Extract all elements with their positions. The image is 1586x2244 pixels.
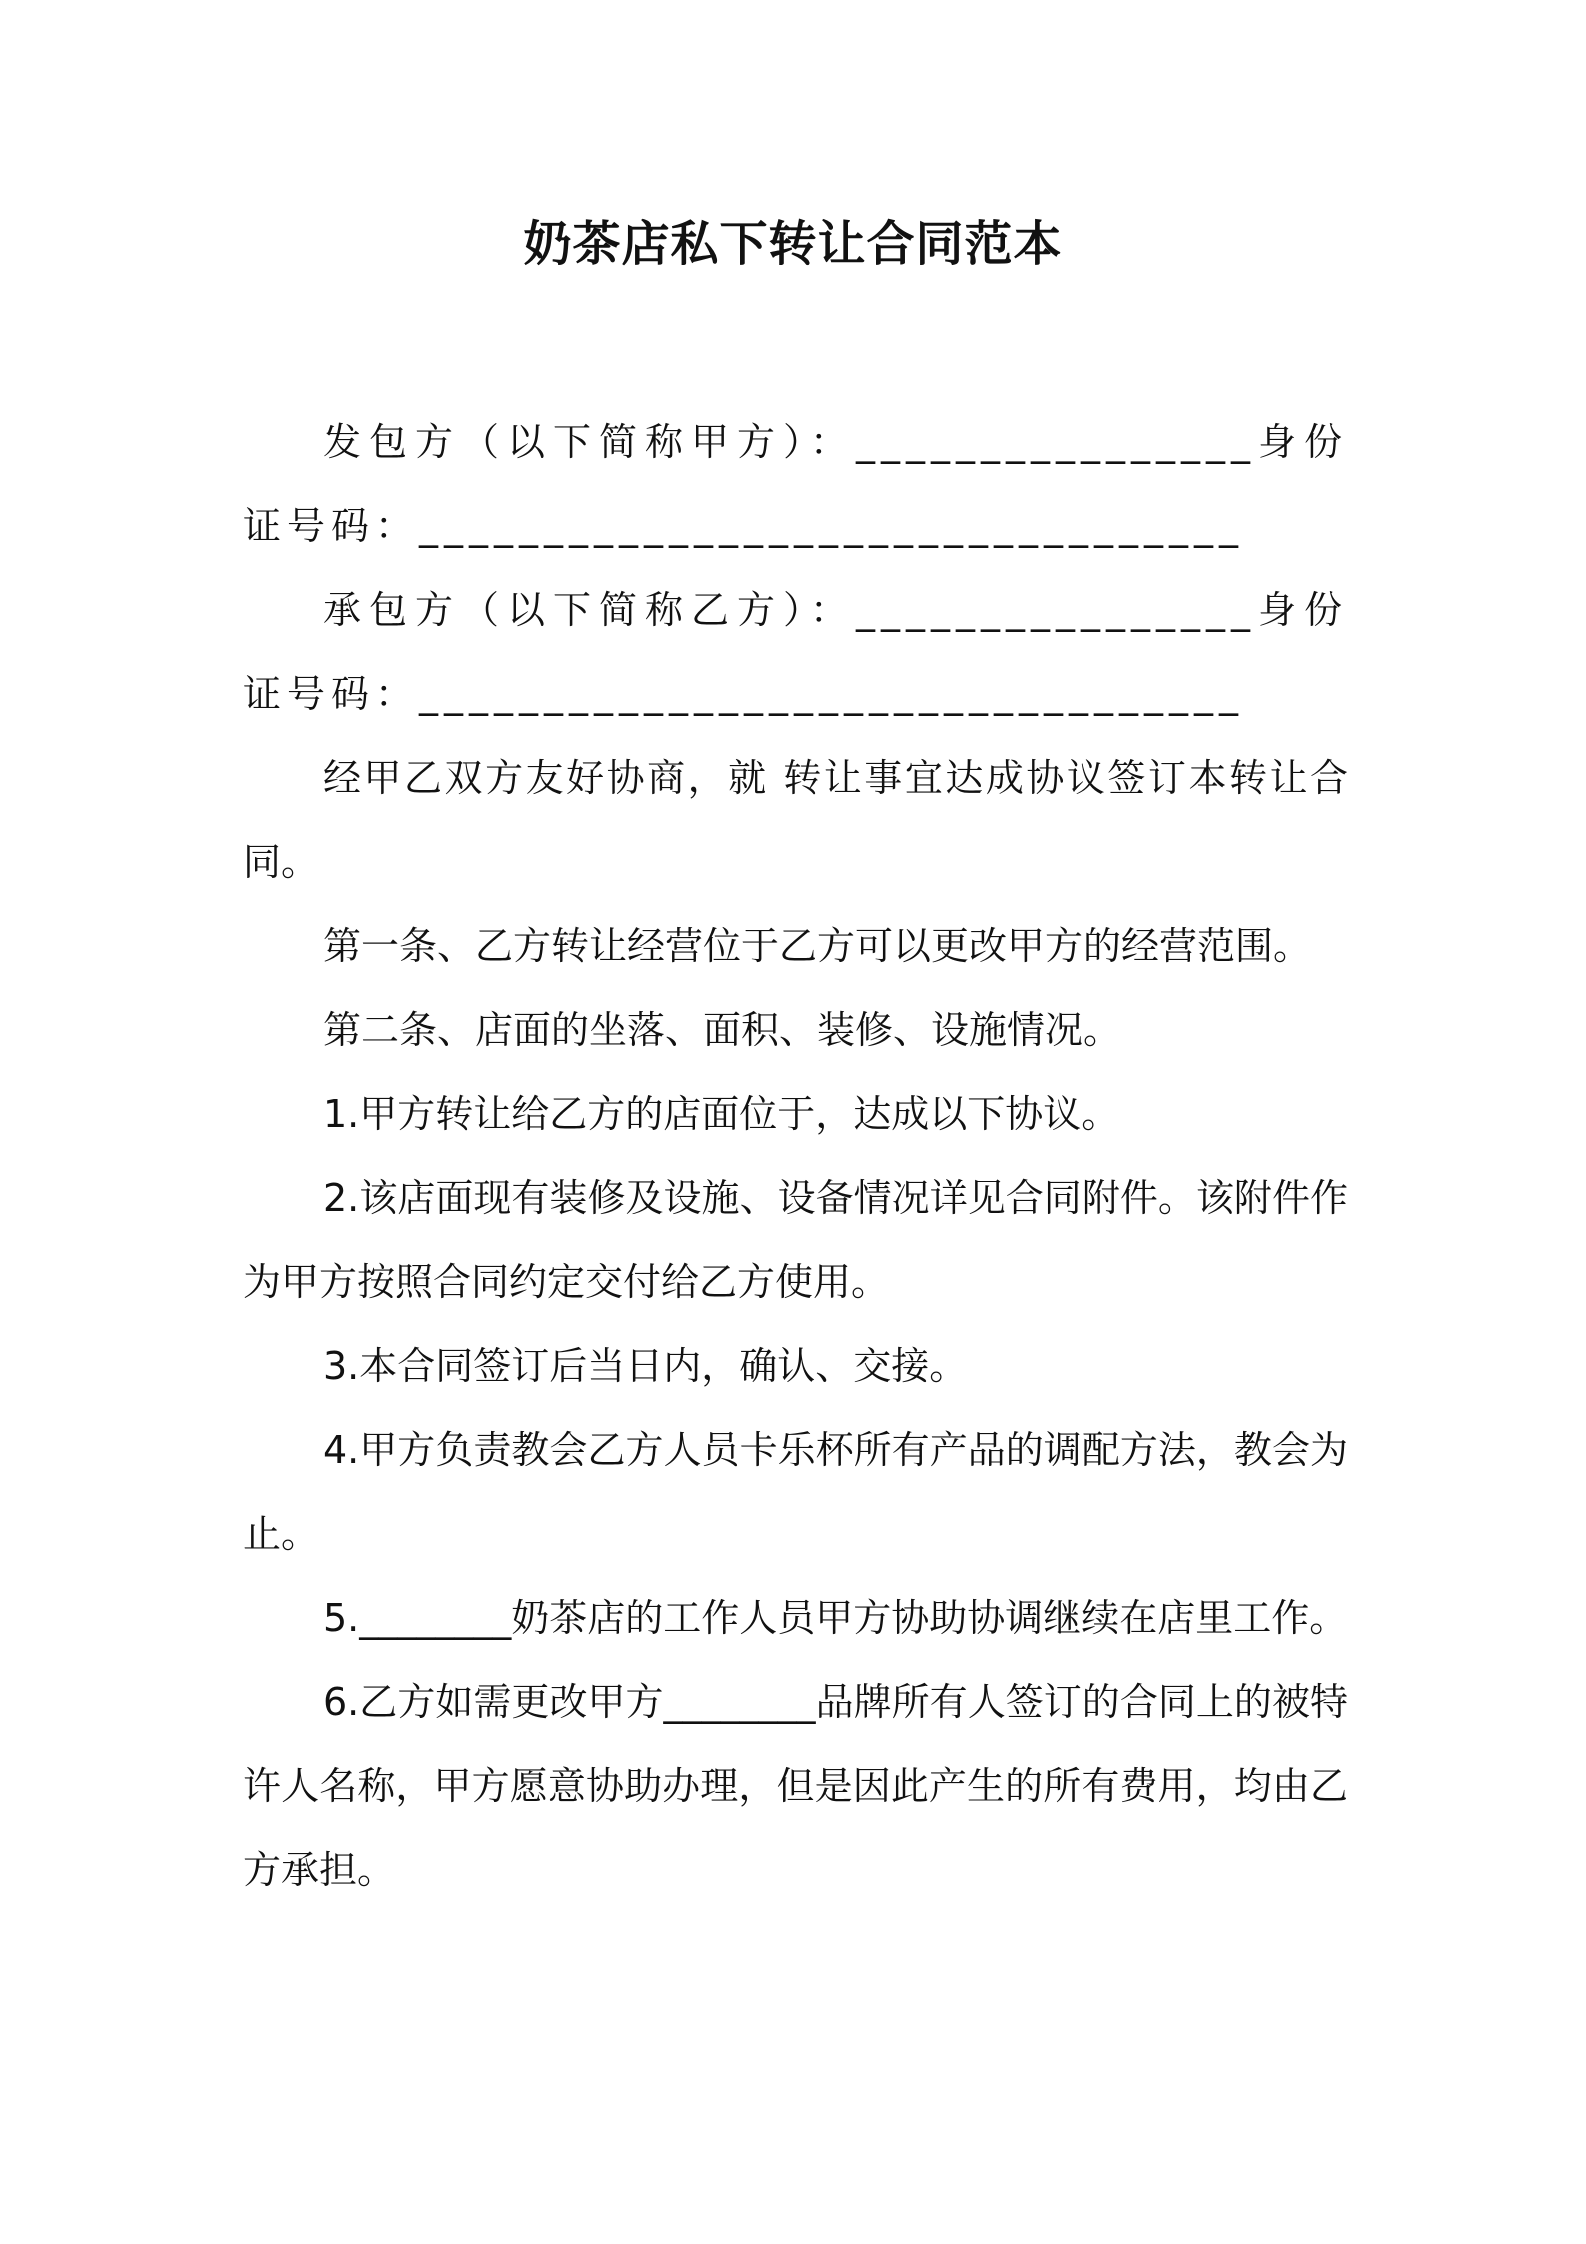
clause-3: 3.本合同签订后当日内，确认、交接。 [323,1344,968,1388]
party-b-line: 承包方（以下简称乙方）：________________身份证号码：_________________________________ [243,588,1348,716]
clause-6: 6.乙方如需更改甲方________品牌所有人签订的合同上的被特许人名称，甲方愿意协助办理，但是因此产生的所有费用，均由乙方承担。 [243,1680,1348,1892]
clause-2: 2.该店面现有装修及设施、设备情况详见合同附件。该附件作为甲方按照合同约定交付给乙方使用。 [243,1176,1348,1304]
intro-paragraph: 经甲乙双方友好协商，就 转让事宜达成协议签订本转让合同。 [243,756,1348,884]
party-a-line: 发包方（以下简称甲方）：________________身份证号码：_________________________________ [243,420,1348,548]
article-one: 第一条、乙方转让经营位于乙方可以更改甲方的经营范围。 [323,924,1312,968]
clause-5: 5.________奶茶店的工作人员甲方协助协调继续在店里工作。 [323,1596,1348,1640]
document-body [243,400,1348,1912]
document-title: 奶茶店私下转让合同范本 [523,216,1063,272]
clause-1: 1.甲方转让给乙方的店面位于，达成以下协议。 [323,1092,1120,1136]
article-two: 第二条、店面的坐落、面积、装修、设施情况。 [323,1008,1122,1052]
clause-4: 4.甲方负责教会乙方人员卡乐杯所有产品的调配方法，教会为止。 [243,1428,1348,1556]
